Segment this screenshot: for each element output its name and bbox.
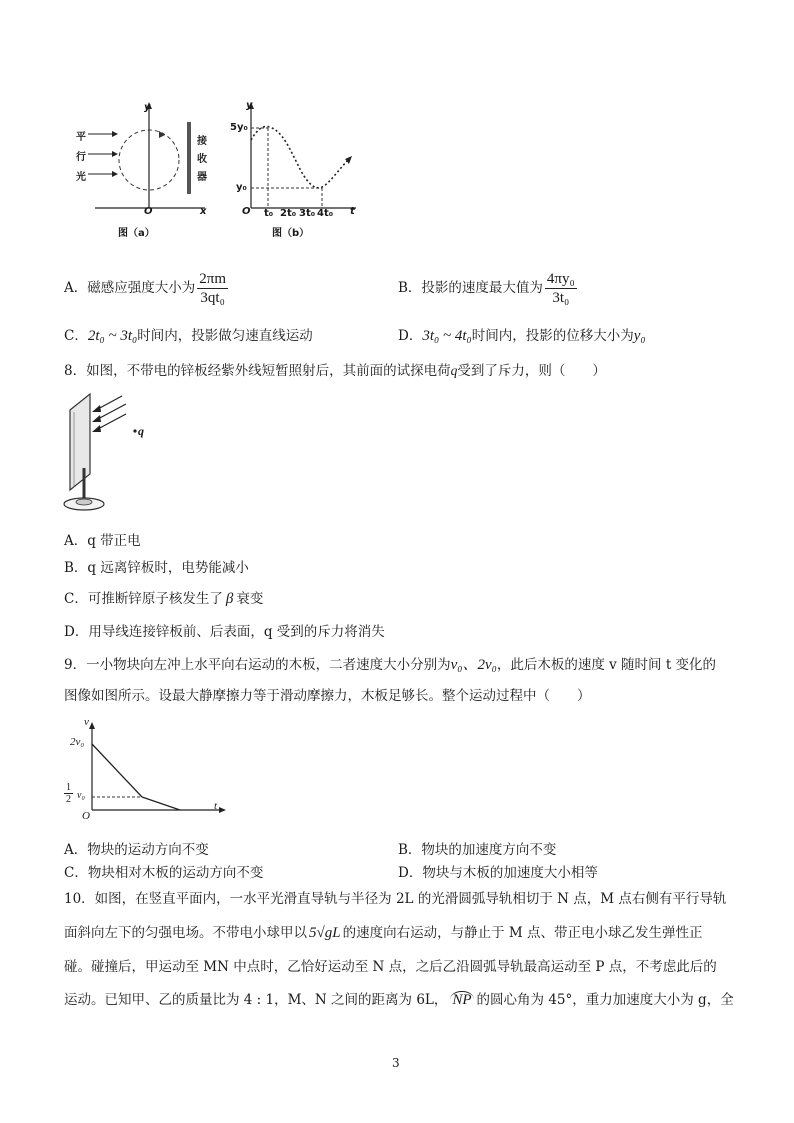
q9-option-c: C．物块相对木板的运动方向不变 [64, 865, 264, 881]
q7-option-c-math: 2t₀ ~ 3t₀ [87, 328, 138, 344]
page-number: 3 [392, 1056, 400, 1070]
fig-b-x-tick-t0: t₀ [264, 208, 274, 219]
q9-option-d: D．物块与木板的加速度大小相等 [398, 865, 598, 881]
q7-option-a-num: 2πm [199, 271, 226, 287]
fig-a-origin: O [144, 206, 153, 217]
q8-option-c-text: C．可推断锌原子核发生了 [64, 591, 223, 607]
q7-option-d-math: 3t₀ ~ 4t₀ [422, 328, 472, 344]
q9-graph-y-tick-half-v: v₀ [77, 790, 85, 801]
fig-a-light-char-3: 光 [76, 172, 86, 183]
q8-figure [60, 388, 180, 518]
q9-graph-y-tick-2v0: 2v₀ [70, 736, 85, 748]
q10-line-2-math: 5√gL [309, 925, 341, 941]
q8-option-b: B．q 远离锌板时，电势能减小 [64, 560, 249, 576]
q9-option-b: B．物块的加速度方向不变 [398, 842, 557, 858]
q9-graph-y-tick-half-den: 2 [66, 794, 71, 805]
q9-graph-origin: O [82, 810, 90, 822]
q7-option-b-num: 4πy₀ [546, 271, 575, 287]
q10-line-3: 碰。碰撞后，甲运动至 MN 中点时，乙恰好运动至 N 点，之后乙沿圆弧导轨最高运动至 P 点，不考虑此后的 [64, 959, 717, 975]
q8-option-c-suffix: 衰变 [236, 591, 264, 607]
q10-line-1: 10．如图，在竖直平面内，一水平光滑直导轨与半径为 2L 的光滑圆弧导轨相切于 N 点，M 点右侧有平行导轨 [64, 891, 727, 907]
figure-a [60, 98, 230, 238]
q8-option-a: A．q 带正电 [64, 533, 141, 549]
fig-b-x-label: t [350, 206, 355, 217]
fig-b-y-tick-y0: y₀ [236, 182, 247, 193]
q7-option-a-fraction [197, 270, 228, 307]
q9-graph-y-tick-half-num: 1 [66, 782, 71, 793]
q7-option-a [64, 266, 230, 310]
q10-line-4-a: 运动。已知甲、乙的质量比为 4 : 1，M、N 之间的距离为 6L， [64, 992, 448, 1008]
q7-option-d-text: 时间内，投影的位移大小为 [471, 328, 634, 344]
fig-b-x-tick-4t0: 4t₀ [317, 208, 334, 219]
q7-option-a-text: A．磁感应强度大小为 [64, 280, 196, 296]
fig-a-x-label: x [200, 206, 207, 217]
q10-line-4-arc: NP [452, 992, 472, 1008]
q9-graph-x-label: t [214, 800, 218, 812]
fig-b-origin: O [242, 206, 251, 217]
q7-option-a-den: 3qt₀ [200, 290, 225, 306]
q9-stem-line-1 [64, 655, 716, 675]
q8-stem-b: 受到了斥力，则（ ） [457, 363, 606, 379]
q9-stem-b: ，此后木板的速度 v 随时间 t 变化的 [496, 657, 717, 673]
q7-option-d-end: y₀ [633, 328, 646, 344]
q7-option-c-label: C． [64, 328, 88, 344]
q7-option-d-label: D． [398, 328, 423, 344]
q8-stem-q: q [450, 363, 458, 378]
q9-option-a: A．物块的运动方向不变 [64, 842, 209, 858]
q7-option-c-text: 时间内，投影做匀速直线运动 [137, 328, 313, 344]
fig-b-x-tick-2t0: 2t₀ [280, 208, 297, 219]
q8-stem [64, 361, 606, 381]
q10-line-4 [64, 990, 734, 1010]
q8-option-c-beta: β [225, 591, 234, 607]
fig-b-x-tick-3t0: 3t₀ [299, 208, 316, 219]
fig-a-light-char-2: 行 [76, 152, 86, 163]
q10-line-2-b: 的速度向右运动，与静止于 M 点、带正电小球乙发生弹性正 [342, 925, 703, 941]
q9-graph-y-label: v [84, 716, 89, 728]
q7-option-b-den: 3t₀ [552, 290, 570, 306]
q8-figure-q-label: q [138, 424, 144, 438]
q9-stem-a: 9．一小物块向左冲上水平向右运动的木板，二者速度大小分别为 [64, 657, 451, 673]
q7-option-b-text: B．投影的速度最大值为 [398, 280, 543, 296]
q7-option-c [64, 326, 313, 346]
q8-option-d: D．用导线连接锌板前、后表面，q 受到的斥力将消失 [64, 624, 385, 640]
fig-a-y-label: y [144, 102, 151, 113]
q9-graph-y-tick-half [64, 782, 73, 805]
fig-a-receiver-char-3: 器 [197, 172, 207, 183]
fig-a-receiver-char-1: 接 [197, 136, 207, 147]
q8-figure-drawing [60, 388, 180, 518]
fig-b-y-tick-5y0: 5y₀ [230, 122, 248, 133]
figure-b [228, 98, 368, 238]
fig-a-light-char-1: 平 [76, 132, 86, 143]
q9-stem-line-2: 图像如图所示。设最大静摩擦力等于滑动摩擦力，木板足够长。整个运动过程中（ ） [64, 688, 591, 704]
fig-a-receiver-char-2: 收 [197, 154, 207, 165]
q10-line-2-a: 面斜向左下的匀强电场。不带电小球甲以 [64, 925, 307, 941]
q7-option-b-fraction [545, 270, 577, 307]
fig-b-caption: 图（b） [272, 228, 310, 239]
figure-b-drawing [228, 98, 368, 238]
q10-line-4-b: 的圆心角为 45°，重力加速度大小为 g，全 [476, 992, 734, 1008]
q9-graph [64, 718, 234, 830]
q8-option-c [64, 589, 263, 609]
q7-option-b [398, 266, 579, 310]
q8-stem-a: 8．如图，不带电的锌板经紫外线短暂照射后，其前面的试探电荷 [64, 363, 451, 379]
q7-option-d [398, 326, 646, 346]
q9-stem-math: v₀、2v₀ [450, 657, 497, 673]
fig-b-y-label: y [246, 100, 253, 111]
q10-line-2 [64, 923, 702, 943]
fig-a-caption: 图（a） [118, 228, 155, 239]
